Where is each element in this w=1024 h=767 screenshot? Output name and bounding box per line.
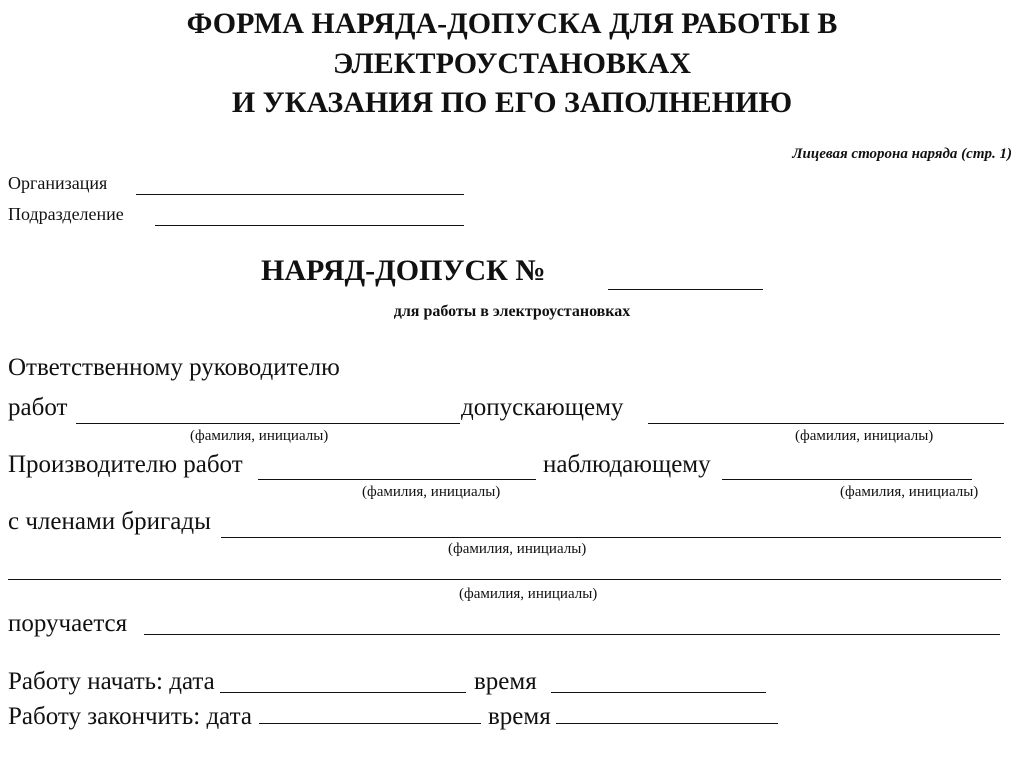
responsible-manager-field[interactable] xyxy=(76,423,460,424)
organization-field[interactable] xyxy=(136,194,464,195)
start-time-field[interactable] xyxy=(551,692,766,693)
admitting-hint: (фамилия, инициалы) xyxy=(795,428,934,444)
organization-label: Организация xyxy=(8,173,108,193)
admitting-label: допускающему xyxy=(461,394,624,421)
end-time-label: время xyxy=(488,703,551,730)
subdivision-field[interactable] xyxy=(155,225,464,226)
admitting-field[interactable] xyxy=(648,423,1004,424)
brigade-hint-1: (фамилия, инициалы) xyxy=(448,541,587,557)
responsible-manager-hint: (фамилия, инициалы) xyxy=(190,428,329,444)
form-title-line-1: ФОРМА НАРЯДА-ДОПУСКА ДЛЯ РАБОТЫ В xyxy=(186,7,838,40)
order-subheading: для работы в электроустановках xyxy=(393,303,631,320)
form-title-line-3: И УКАЗАНИЯ ПО ЕГО ЗАПОЛНЕНИЮ xyxy=(231,86,793,119)
page-reference: Лицевая сторона наряда (стр. 1) xyxy=(792,146,1012,162)
start-date-field[interactable] xyxy=(220,692,466,693)
observer-hint: (фамилия, инициалы) xyxy=(840,484,979,500)
end-date-label: Работу закончить: дата xyxy=(8,703,252,730)
producer-hint: (фамилия, инициалы) xyxy=(362,484,501,500)
subdivision-label: Подразделение xyxy=(8,204,124,224)
works-label: работ xyxy=(8,394,68,421)
observer-field[interactable] xyxy=(722,479,972,480)
start-time-label: время xyxy=(474,668,537,695)
producer-field[interactable] xyxy=(258,479,536,480)
assigned-field[interactable] xyxy=(144,634,1000,635)
order-heading: НАРЯД-ДОПУСК № xyxy=(261,254,546,287)
brigade-field-2[interactable] xyxy=(8,579,1001,580)
responsible-manager-label: Ответственному руководителю xyxy=(8,354,340,381)
brigade-field-1[interactable] xyxy=(221,537,1001,538)
brigade-hint-2: (фамилия, инициалы) xyxy=(459,586,598,602)
order-number-field[interactable] xyxy=(608,289,763,290)
producer-label: Производителю работ xyxy=(8,451,243,478)
form-title-line-2: ЭЛЕКТРОУСТАНОВКАХ xyxy=(332,47,691,80)
brigade-label: с членами бригады xyxy=(8,508,211,535)
start-date-label: Работу начать: дата xyxy=(8,668,215,695)
observer-label: наблюдающему xyxy=(543,451,711,478)
end-time-field[interactable] xyxy=(556,723,778,724)
end-date-field[interactable] xyxy=(259,723,481,724)
assigned-label: поручается xyxy=(8,610,128,637)
